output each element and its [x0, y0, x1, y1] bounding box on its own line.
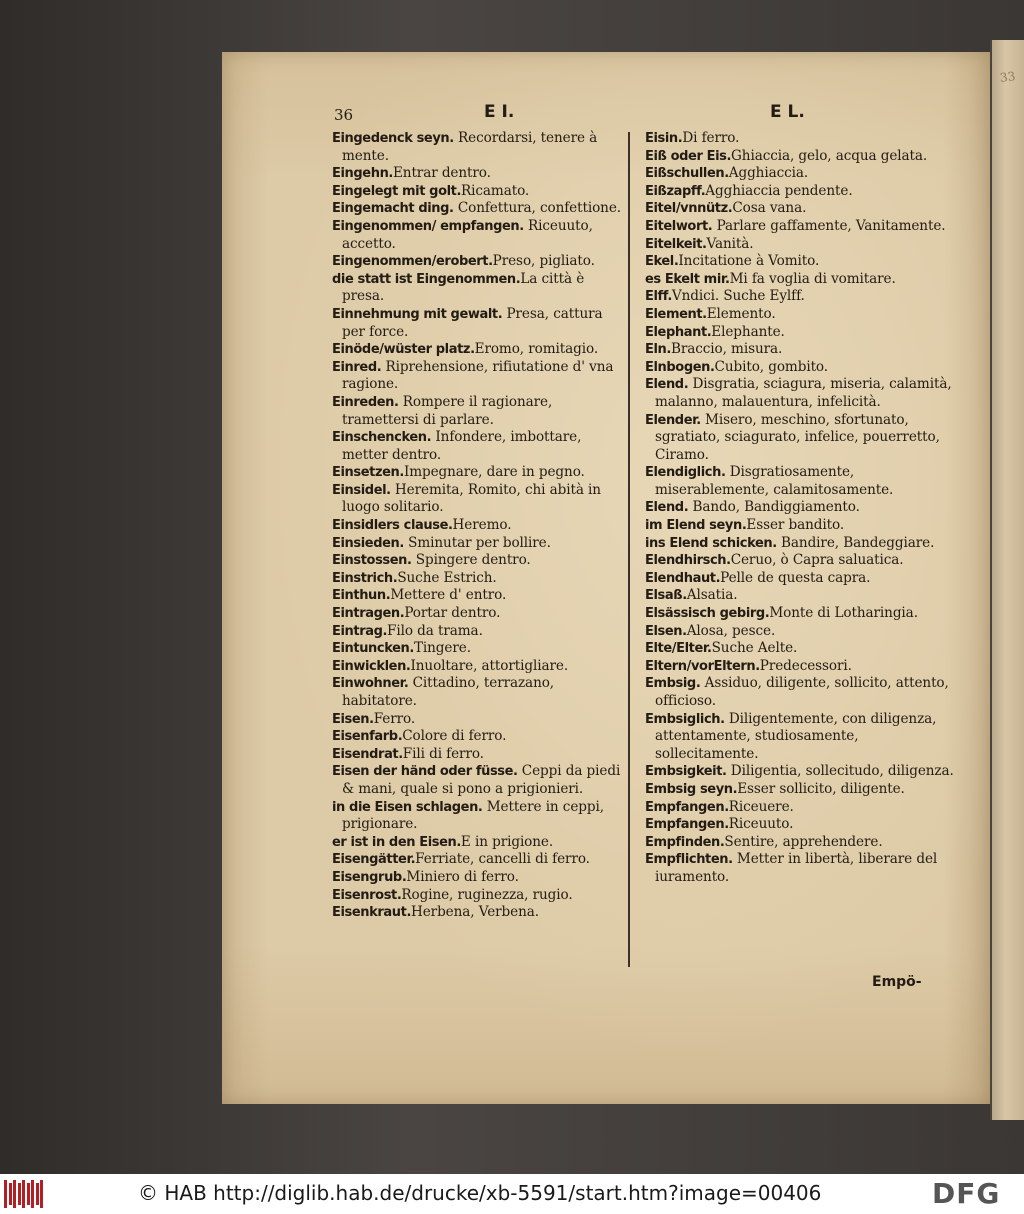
entry-translation: Heremita, Romito, chi abità in luogo solitario. — [342, 481, 601, 516]
entry-headword: Embsig. — [645, 676, 701, 692]
entry-headword: Eln. — [645, 342, 671, 358]
entry-headword: Eitelwort. — [645, 218, 713, 234]
entry-translation: Riprehensione, rifiutatione d' vna ragione. — [342, 358, 614, 393]
entry-translation: Tingere. — [413, 640, 471, 657]
running-head-right: E L. — [770, 102, 805, 122]
entry-headword: Elender. — [645, 412, 701, 428]
entry-translation: Diligentia, sollecitudo, diligenza. — [726, 763, 954, 780]
entry-translation: Riceuuto. — [728, 816, 794, 833]
entry-headword: Embsig seyn. — [645, 781, 738, 797]
dictionary-entry — [645, 623, 961, 641]
entry-translation: Pelle de questa capra. — [720, 569, 871, 586]
dictionary-entry — [332, 165, 628, 183]
dictionary-entry — [645, 587, 961, 605]
entry-translation: Filo da trama. — [387, 622, 483, 639]
dictionary-entry — [332, 711, 628, 729]
catchword: Empö- — [872, 974, 922, 990]
entry-headword: Eisen. — [332, 711, 374, 727]
entry-headword: Eingelegt mit golt. — [332, 183, 462, 199]
dictionary-entry — [332, 464, 628, 482]
entry-headword: Eiß oder Eis. — [645, 148, 732, 164]
entry-translation: La città è presa. — [342, 270, 585, 305]
entry-headword: Eitel/vnnütz. — [645, 201, 733, 217]
entry-translation: Suche Aelte. — [711, 640, 798, 657]
entry-translation: Ceruo, ò Capra saluatica. — [730, 552, 904, 569]
entry-headword: Eisin. — [645, 131, 683, 146]
dictionary-entry — [645, 834, 961, 852]
entry-translation: E in prigione. — [460, 833, 554, 850]
entry-headword: Einsidel. — [332, 482, 391, 498]
entry-translation: Riceuuto, accetto. — [342, 217, 593, 252]
book-page — [222, 52, 1017, 1104]
entry-headword: Eißschullen. — [645, 166, 729, 182]
entry-translation: Braccio, misura. — [670, 341, 783, 358]
dictionary-entry — [332, 728, 628, 746]
entry-headword: Elsen. — [645, 623, 687, 639]
entry-headword: Ekel. — [645, 254, 679, 270]
entry-translation: Heremo. — [452, 517, 512, 534]
right-column — [645, 130, 961, 887]
entry-headword: Eltern/vorEltern. — [645, 658, 760, 674]
entry-headword: Eisen der händ oder füsse. — [332, 764, 518, 780]
entry-headword: Elend. — [645, 377, 689, 393]
running-head-left: E I. — [484, 102, 515, 122]
entry-headword: Einschencken. — [332, 430, 432, 446]
entry-headword: es Ekelt mir. — [645, 271, 730, 287]
left-column — [332, 130, 628, 922]
dictionary-entry — [645, 658, 961, 676]
entry-translation: Misero, meschino, sfortunato, sgratiato, sciagurato, infelice, pouerretto, Ciramo. — [655, 411, 940, 463]
entry-translation: Cosa vana. — [732, 200, 807, 217]
dictionary-entry — [645, 517, 961, 535]
dictionary-entry — [645, 535, 961, 553]
entry-headword: die statt ist Eingenommen. — [332, 271, 521, 287]
entry-headword: Eintrag. — [332, 623, 388, 639]
dictionary-entry — [645, 236, 961, 254]
entry-translation: Inuoltare, attortigliare. — [410, 657, 569, 674]
dictionary-entry — [645, 499, 961, 517]
entry-translation: Entrar dentro. — [392, 165, 491, 182]
dictionary-entry — [645, 324, 961, 342]
entry-headword: Eingedenck seyn. — [332, 131, 454, 146]
dictionary-entry — [645, 359, 961, 377]
entry-translation: Agghiaccia pendente. — [705, 182, 853, 199]
entry-headword: Einsieden. — [332, 535, 404, 551]
page-number: 36 — [334, 106, 354, 124]
dictionary-entry — [645, 464, 961, 499]
entry-headword: Einstossen. — [332, 553, 412, 569]
entry-headword: Einwicklen. — [332, 658, 411, 674]
entry-translation: Cittadino, terrazano, habitatore. — [342, 675, 555, 709]
entry-headword: Empfinden. — [645, 834, 725, 850]
footer-bar — [0, 1174, 1024, 1214]
entry-translation: Mettere d' entro. — [390, 587, 507, 604]
entry-headword: Eingemacht ding. — [332, 201, 454, 217]
dictionary-entry — [332, 535, 628, 553]
dictionary-entry — [645, 711, 961, 764]
entry-translation: Assiduo, diligente, sollicito, attento, officioso. — [655, 675, 949, 709]
entry-headword: Eintuncken. — [332, 641, 414, 657]
entry-headword: im Elend seyn. — [645, 518, 747, 534]
entry-translation: Ceppi da piedi & mani, quale si pono a prigionieri. — [342, 763, 621, 797]
entry-translation: Suche Estrich. — [397, 569, 497, 586]
entry-translation: Vndici. Suche Eylff. — [671, 288, 805, 305]
dictionary-entry — [645, 675, 961, 710]
entry-headword: Einwohner. — [332, 676, 409, 692]
entry-translation: Ferro. — [373, 710, 416, 727]
dictionary-entry — [332, 675, 628, 710]
hab-barcode-logo-icon — [4, 1180, 44, 1208]
dictionary-entry — [332, 904, 628, 922]
entry-headword: Eisenrost. — [332, 887, 402, 903]
dictionary-entry — [332, 359, 628, 394]
entry-headword: Embsigkeit. — [645, 764, 727, 780]
dictionary-entry — [332, 218, 628, 253]
dictionary-entry — [332, 482, 628, 517]
entry-headword: Eisenfarb. — [332, 729, 403, 745]
dictionary-entry — [332, 341, 628, 359]
dfg-logo: DFG — [932, 1177, 1001, 1210]
dictionary-entry — [645, 288, 961, 306]
dictionary-entry — [332, 570, 628, 588]
entry-headword: Elnbogen. — [645, 359, 715, 375]
entry-translation: Parlare gaffamente, Vanitamente. — [712, 217, 946, 234]
dictionary-entry — [645, 183, 961, 201]
dictionary-entry — [332, 200, 628, 218]
entry-translation: Portar dentro. — [404, 605, 501, 622]
entry-translation: Herbena, Verbena. — [410, 904, 539, 921]
dictionary-entry — [645, 130, 961, 148]
entry-translation: Colore di ferro. — [402, 728, 507, 745]
dictionary-entry — [645, 271, 961, 289]
entry-translation: Cubito, gombito. — [714, 358, 828, 375]
entry-translation: Riceuere. — [728, 798, 794, 815]
entry-headword: Empfangen. — [645, 799, 729, 815]
dictionary-entry — [645, 200, 961, 218]
entry-translation: Predecessori. — [759, 657, 852, 674]
dictionary-entry — [332, 834, 628, 852]
dictionary-entry — [645, 341, 961, 359]
dictionary-entry — [332, 271, 628, 306]
dictionary-entry — [332, 851, 628, 869]
entry-translation: Miniero di ferro. — [406, 868, 519, 885]
entry-translation: Rompere il ragionare, tramettersi di parlare. — [342, 393, 553, 428]
column-divider — [628, 132, 630, 967]
dictionary-entry — [645, 253, 961, 271]
entry-translation: Di ferro. — [682, 130, 740, 146]
dictionary-entry — [332, 799, 628, 834]
entry-headword: Eißzapff. — [645, 183, 706, 199]
dictionary-entry — [645, 165, 961, 183]
entry-translation: Infondere, imbottare, metter dentro. — [342, 429, 582, 463]
entry-headword: Einred. — [332, 359, 382, 375]
entry-translation: Mettere in ceppi, prigionare. — [342, 798, 604, 833]
entry-headword: Einthun. — [332, 588, 391, 604]
dictionary-entry — [332, 552, 628, 570]
dictionary-entry — [645, 570, 961, 588]
entry-headword: Eisenkraut. — [332, 905, 411, 921]
entry-headword: Elend. — [645, 500, 689, 516]
dictionary-entry — [332, 763, 628, 798]
dictionary-entry — [332, 746, 628, 764]
entry-headword: Eisengätter. — [332, 852, 416, 868]
dictionary-entry — [332, 640, 628, 658]
dictionary-entry — [645, 552, 961, 570]
dictionary-entry — [332, 253, 628, 271]
dictionary-entry — [332, 623, 628, 641]
entry-headword: Einreden. — [332, 394, 399, 410]
dictionary-entry — [645, 799, 961, 817]
entry-headword: Embsiglich. — [645, 711, 725, 727]
dictionary-entry — [645, 640, 961, 658]
entry-headword: Eisengrub. — [332, 869, 407, 885]
entry-translation: Sentire, apprehendere. — [724, 833, 883, 850]
dictionary-entry — [332, 183, 628, 201]
entry-headword: Elsaß. — [645, 588, 687, 604]
entry-headword: Eingenommen/ empfangen. — [332, 218, 524, 234]
entry-translation: Presa, cattura per force. — [342, 305, 603, 340]
dictionary-entry — [645, 412, 961, 465]
dictionary-entry — [645, 148, 961, 166]
entry-translation: Alosa, pesce. — [686, 622, 776, 639]
dictionary-entry — [332, 517, 628, 535]
entry-translation: Metter in libertà, liberare del iuramento. — [655, 851, 938, 885]
entry-headword: ins Elend schicken. — [645, 535, 777, 551]
entry-translation: Disgratia, sciagura, miseria, calamità, malanno, malauentura, infelicità. — [655, 376, 952, 410]
dictionary-entry — [332, 658, 628, 676]
entry-headword: Eingehn. — [332, 166, 393, 182]
entry-headword: in die Eisen schlagen. — [332, 799, 483, 815]
entry-headword: Elendhaut. — [645, 570, 721, 586]
credit-url[interactable]: © HAB http://diglib.hab.de/drucke/xb-5591/start.htm?image=00406 — [138, 1181, 822, 1205]
dictionary-entry — [645, 816, 961, 834]
dictionary-entry — [645, 306, 961, 324]
entry-translation: Confettura, confettione. — [453, 200, 621, 217]
entry-translation: Ghiaccia, gelo, acqua gelata. — [731, 147, 928, 164]
entry-headword: Elff. — [645, 289, 672, 305]
entry-translation: Elemento. — [706, 305, 776, 322]
entry-headword: Einstrich. — [332, 570, 398, 586]
dictionary-entry — [645, 781, 961, 799]
entry-translation: Vanità. — [706, 235, 754, 252]
entry-headword: Einöde/wüster platz. — [332, 342, 475, 358]
entry-translation: Eromo, romitagio. — [474, 341, 599, 358]
entry-headword: Empfangen. — [645, 817, 729, 833]
entry-translation: Diligentemente, con diligenza, attentamente, studiosamente, sollecitamente. — [655, 710, 937, 762]
dictionary-entry — [332, 306, 628, 341]
entry-translation: Bandire, Bandeggiare. — [776, 534, 935, 551]
dictionary-entry — [332, 130, 628, 165]
entry-translation: Preso, pigliato. — [492, 253, 595, 270]
entry-headword: Einsetzen. — [332, 465, 404, 481]
entry-headword: Elephant. — [645, 324, 712, 340]
entry-translation: Monte di Lotharingia. — [769, 605, 918, 622]
entry-translation: Impegnare, dare in pegno. — [403, 464, 585, 481]
dictionary-entry — [332, 869, 628, 887]
entry-headword: Elsässisch gebirg. — [645, 606, 770, 622]
entry-headword: Elendhirsch. — [645, 553, 731, 569]
entry-translation: Ferriate, cancelli di ferro. — [415, 851, 590, 868]
entry-headword: Eisendrat. — [332, 746, 403, 762]
entry-translation: Elephante. — [711, 323, 785, 340]
dictionary-entry — [645, 763, 961, 781]
entry-headword: Elte/Elter. — [645, 641, 712, 657]
entry-translation: Disgratiosamente, miserablemente, calamitosamente. — [655, 464, 894, 498]
entry-headword: Eingenommen/erobert. — [332, 254, 493, 270]
entry-translation: Alsatia. — [686, 587, 738, 604]
entry-headword: Eitelkeit. — [645, 236, 707, 252]
dictionary-entry — [332, 605, 628, 623]
entry-translation: Recordarsi, tenere à mente. — [342, 130, 598, 164]
entry-headword: er ist in den Eisen. — [332, 834, 461, 850]
entry-translation: Agghiaccia. — [728, 165, 809, 182]
entry-translation: Ricamato. — [461, 182, 530, 199]
dictionary-entry — [645, 376, 961, 411]
entry-headword: Eintragen. — [332, 606, 405, 622]
entry-translation: Fili di ferro. — [402, 745, 484, 762]
entry-translation: Sminutar per bollire. — [403, 534, 551, 551]
entry-translation: Mi fa voglia di vomitare. — [729, 270, 896, 287]
dictionary-entry — [332, 887, 628, 905]
dictionary-entry — [645, 605, 961, 623]
entry-headword: Element. — [645, 306, 707, 322]
entry-translation: Rogine, ruginezza, rugio. — [401, 886, 573, 903]
entry-translation: Esser bandito. — [746, 517, 845, 534]
entry-translation: Spingere dentro. — [411, 552, 531, 569]
dictionary-entry — [645, 851, 961, 886]
entry-headword: Einnehmung mit gewalt. — [332, 306, 503, 322]
entry-translation: Incitatione à Vomito. — [678, 253, 820, 270]
entry-translation: Bando, Bandiggiamento. — [688, 499, 860, 516]
dictionary-entry — [645, 218, 961, 236]
dictionary-entry — [332, 587, 628, 605]
dictionary-entry — [332, 394, 628, 429]
entry-headword: Elendiglich. — [645, 465, 726, 481]
entry-headword: Empflichten. — [645, 852, 733, 868]
dictionary-entry — [332, 429, 628, 464]
entry-headword: Einsidlers clause. — [332, 518, 453, 534]
entry-translation: Esser sollicito, diligente. — [737, 780, 905, 797]
facing-page-edge — [990, 40, 1024, 1120]
margin-page-mark: 33 — [999, 69, 1017, 85]
